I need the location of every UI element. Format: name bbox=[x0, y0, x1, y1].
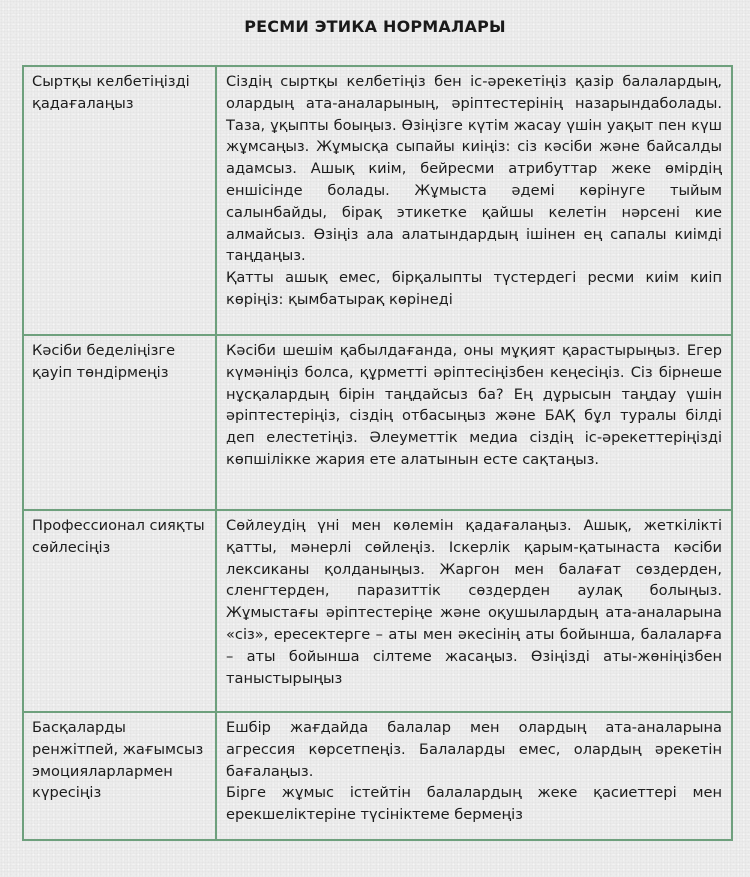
table-row bbox=[23, 335, 732, 510]
norm-description bbox=[216, 66, 732, 335]
description-paragraph: Сөйлеудің үні мен көлемін қадағалаңыз. Ашық, жеткілікті қатты, мәнерлі сөйлеңіз. Іскерлік қарым-қатынаста кәсіби лексиканы қолданыңыз. Жаргон мен балағат сөздерден, сленгтерден, паразиттік сөздерден аулақ болыңыз. Жұмыстағы әріптестеріңе және оқушылардың ата-аналарына «сіз», ересектерге – аты мен әкесінің аты бойынша, балаларға – аты бойынша сілтеме жасаңыз. Өзіңізді аты-жөніңізбен таныстырыңыз bbox=[226, 517, 722, 687]
table-row bbox=[23, 510, 732, 712]
page-title: РЕСМИ ЭТИКА НОРМАЛАРЫ bbox=[244, 17, 506, 36]
table-row bbox=[23, 712, 732, 840]
ethics-norms-table bbox=[22, 65, 733, 841]
description-paragraph: Кәсіби шешім қабылдағанда, оны мұқият қарастырыңыз. Егер күмәніңіз болса, құрметті әріптесіңізбен кеңесіңіз. Сіз бірнеше нұсқалардың бірін таңдайсыз ба? Ең дұрысын таңдау үшін әріптестеріңіз, сіздің отбасыңыз және БАҚ бұл туралы білді деп елестетіңіз. Әлеуметтік медиа сіздің іс-әрекеттеріңізді көпшілікке жария ете алатынын есте сақтаңыз. bbox=[226, 342, 722, 468]
norm-description bbox=[216, 712, 732, 840]
norm-heading: Кәсіби беделіңізге қауіп төндірмеңіз bbox=[23, 335, 216, 510]
norm-description bbox=[216, 510, 732, 712]
description-paragraph: Ешбір жағдайда балалар мен олардың ата-аналарына агрессия көрсетпеңіз. Балаларды емес, олардың әрекетін бағалаңыз. bbox=[226, 719, 722, 780]
description-paragraph: Қатты ашық емес, бірқалыпты түстердегі ресми киім киіп көріңіз: қымбатырақ көрінеді bbox=[226, 269, 722, 308]
norm-heading: Профессионал сияқты сөйлесіңіз bbox=[23, 510, 216, 712]
description-paragraph: Сіздің сыртқы келбетіңіз бен іс-әрекетіңіз қазір балалардың, олардың ата-аналарының, әріптестерінің назарындаболады. Таза, ұқыпты боыңыз. Өзіңізге күтім жасау үшін уақыт пен күш жұмсаңыз. Жұмысқа сыпайы киіңіз: сіз кәсіби және байсалды адамсыз. Ашық киім, бейресми атрибуттар жеке өмірдің еншісінде болады. Жұмыста әдемі көрінуге тыйым салынбайды, бірақ этикетке қайшы келетін нәрсені кие алмайсыз. Өзіңіз ала алатындардың ішінен ең сапалы киімді таңдаңыз. bbox=[226, 73, 722, 265]
description-paragraph: Бірге жұмыс істейтін балалардың жеке қасиеттері мен ерекшеліктеріне түсініктеме бермеңіз bbox=[226, 784, 722, 824]
norm-heading: Сыртқы келбетіңізді қадағалаңыз bbox=[23, 66, 216, 335]
norm-description bbox=[216, 335, 732, 510]
norm-heading: Басқаларды ренжітпей, жағымсыз эмоцияларлармен күресіңіз bbox=[23, 712, 216, 840]
table-row bbox=[23, 66, 732, 335]
